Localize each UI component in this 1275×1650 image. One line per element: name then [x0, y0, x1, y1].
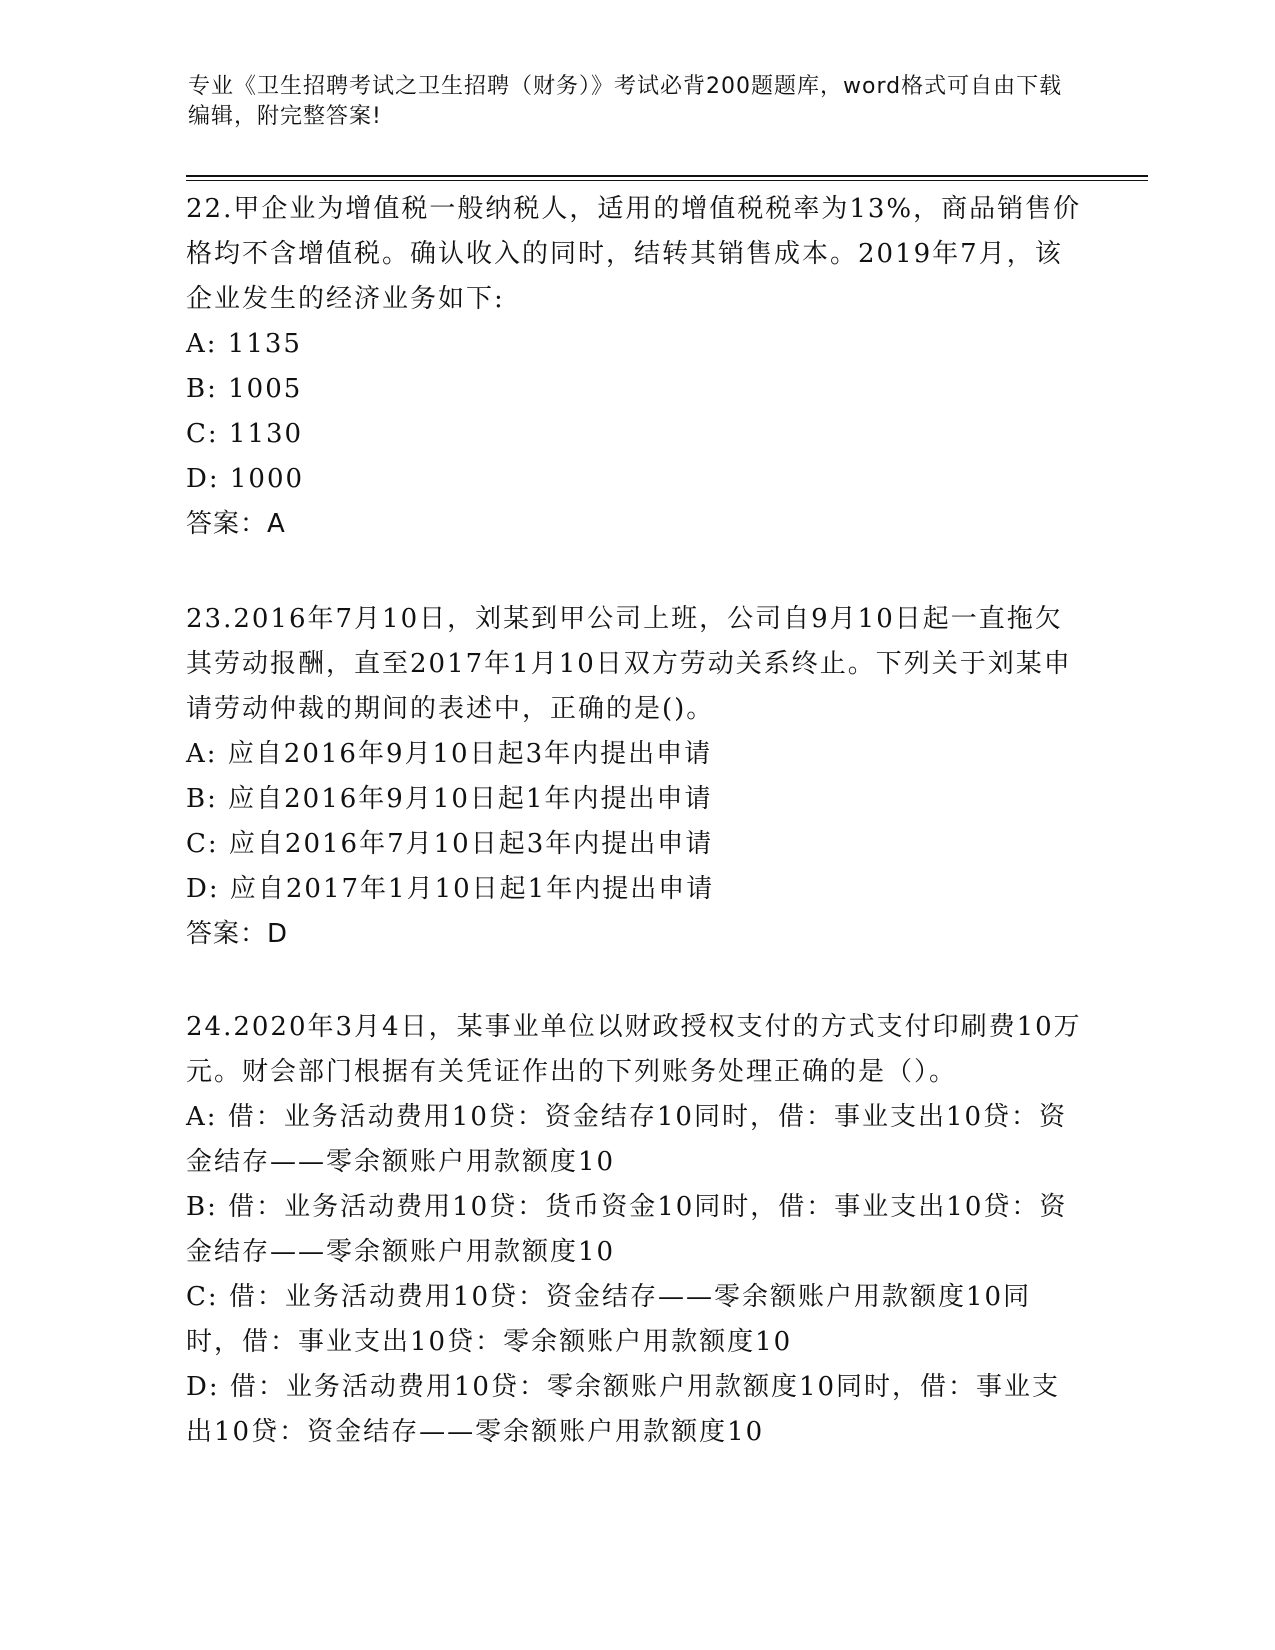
option-b: B: 应自2016年9月10日起1年内提出申请 — [186, 784, 713, 814]
option-c: C: 1130 — [186, 419, 304, 449]
question-stem: 24.2020年3月4日，某事业单位以财政授权支付的方式支付印刷费10万元。财会部门根据有关凭证作出的下列账务处理正确的是（）。 — [186, 1012, 1082, 1087]
option-b: B: 1005 — [186, 374, 303, 404]
question-24 — [186, 1005, 1086, 1455]
answer-label: 答案：D — [186, 919, 289, 949]
option-a: A: 应自2016年9月10日起3年内提出申请 — [186, 739, 713, 769]
option-d: D: 应自2017年1月10日起1年内提出申请 — [186, 874, 715, 904]
document-header-title: 专业《卫生招聘考试之卫生招聘（财务）》考试必背200题题库，word格式可自由下载编辑，附完整答案! — [188, 74, 1063, 129]
option-d: D: 借：业务活动费用10贷：零余额账户用款额度10同时，借：事业支出10贷：资金结存——零余额账户用款额度10 — [186, 1372, 1061, 1447]
question-stem: 23.2016年7月10日，刘某到甲公司上班，公司自9月10日起一直拖欠其劳动报酬，直至2017年1月10日双方劳动关系终止。下列关于刘某申请劳动仲裁的期间的表述中，正确的是()。 — [186, 604, 1072, 724]
question-stem: 22.甲企业为增值税一般纳税人，适用的增值税税率为13%，商品销售价格均不含增值税。确认收入的同时，结转其销售成本。2019年7月，该企业发生的经济业务如下: — [186, 194, 1082, 314]
question-23 — [186, 597, 1086, 957]
question-22 — [186, 187, 1086, 547]
option-b: B: 借：业务活动费用10贷：货币资金10同时，借：事业支出10贷：资金结存——零余额账户用款额度10 — [186, 1192, 1068, 1267]
option-c: C: 借：业务活动费用10贷：资金结存——零余额账户用款额度10同时，借：事业支出10贷：零余额账户用款额度10 — [186, 1282, 1032, 1357]
option-c: C: 应自2016年7月10日起3年内提出申请 — [186, 829, 714, 859]
option-d: D: 1000 — [186, 464, 305, 494]
option-a: A: 1135 — [186, 329, 302, 359]
header-divider-thick — [186, 175, 1148, 177]
answer-label: 答案：A — [186, 509, 286, 539]
header-divider-thin — [186, 180, 1148, 181]
option-a: A: 借：业务活动费用10贷：资金结存10同时，借：事业支出10贷：资金结存——零余额账户用款额度10 — [186, 1102, 1068, 1177]
